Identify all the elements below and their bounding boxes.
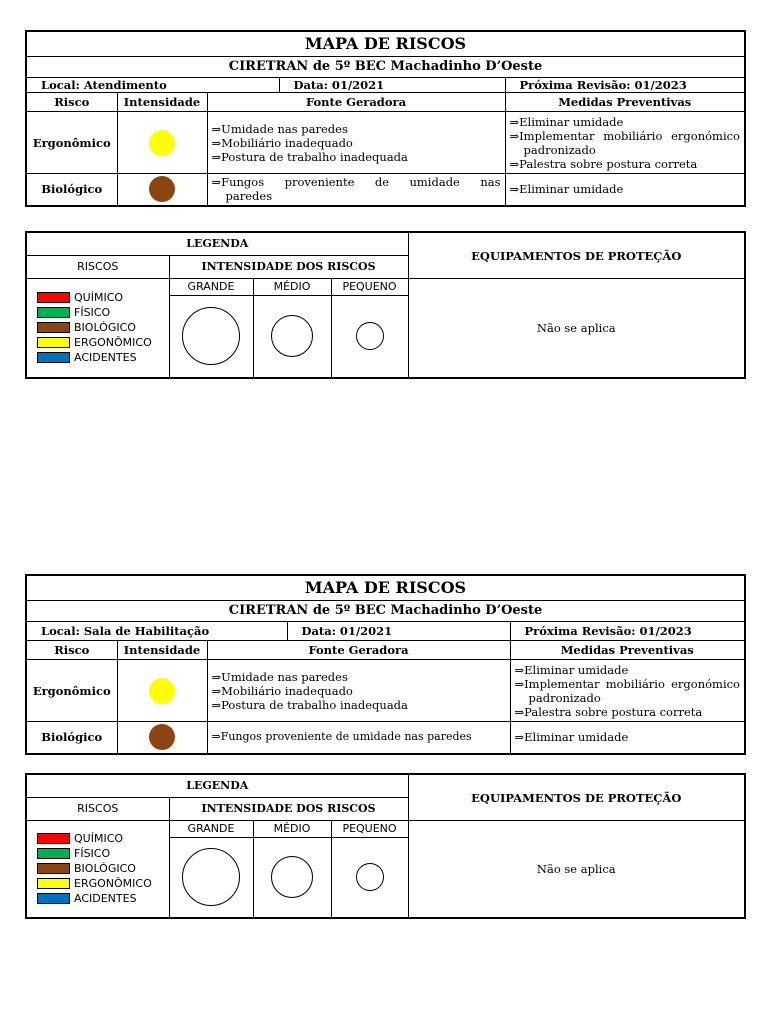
riscos-header: RISCOS bbox=[26, 798, 169, 821]
circle-medio-cell bbox=[253, 296, 331, 378]
size-medio: MÉDIO bbox=[253, 821, 331, 838]
map-title: MAPA DE RISCOS bbox=[26, 575, 745, 601]
size-pequeno: PEQUENO bbox=[331, 279, 408, 296]
brown-swatch bbox=[37, 322, 70, 333]
header-medidas: Medidas Preventivas bbox=[505, 93, 745, 112]
size-pequeno: PEQUENO bbox=[331, 821, 408, 838]
legend-1 bbox=[25, 231, 744, 379]
circle-medio-cell bbox=[253, 838, 331, 918]
header-intensidade: Intensidade bbox=[117, 641, 207, 660]
header-intensidade: Intensidade bbox=[117, 93, 207, 112]
intensity-cell bbox=[117, 722, 207, 754]
risk-name: Biológico bbox=[26, 174, 117, 206]
revision-label: Próxima Revisão: 01/2023 bbox=[510, 622, 745, 641]
size-grande: GRANDE bbox=[169, 821, 253, 838]
circle-medium bbox=[271, 856, 313, 898]
risk-name: Ergonômico bbox=[26, 112, 117, 174]
header-fonte: Fonte Geradora bbox=[207, 93, 505, 112]
risk-map-1 bbox=[25, 30, 744, 207]
fonte-item: paredes bbox=[225, 189, 273, 204]
medida-item: ⇒Palestra sobre postura correta bbox=[509, 156, 698, 171]
fonte-cell bbox=[207, 174, 505, 206]
circle-grande-cell bbox=[169, 838, 253, 918]
medida-item: ⇒Eliminar umidade bbox=[509, 114, 624, 129]
intensity-dot-brown bbox=[149, 724, 175, 750]
circle-grande-cell bbox=[169, 296, 253, 378]
circle-small bbox=[356, 863, 384, 891]
medidas-cell bbox=[510, 660, 745, 722]
header-risco: Risco bbox=[26, 93, 117, 112]
intensity-dot-yellow bbox=[149, 130, 175, 156]
fonte-cell bbox=[207, 112, 505, 174]
legend-2 bbox=[25, 773, 744, 919]
medidas-cell bbox=[505, 174, 745, 206]
risk-name: Biológico bbox=[26, 722, 117, 754]
circle-large bbox=[182, 307, 240, 365]
circle-small bbox=[356, 322, 384, 350]
map-subtitle: CIRETRAN de 5º BEC Machadinho D’Oeste bbox=[26, 57, 745, 78]
circle-large bbox=[182, 848, 240, 906]
fonte-item: ⇒Postura de trabalho inadequada bbox=[211, 697, 408, 712]
header-medidas: Medidas Preventivas bbox=[510, 641, 745, 660]
circle-medium bbox=[271, 315, 313, 357]
green-swatch bbox=[37, 307, 70, 318]
date-label: Data: 01/2021 bbox=[287, 622, 510, 641]
circle-pequeno-cell bbox=[331, 296, 408, 378]
nao-se-aplica: Não se aplica bbox=[408, 821, 745, 918]
legend-colors bbox=[26, 821, 169, 918]
medida-item: ⇒Implementar mobiliário ergonómico bbox=[509, 128, 740, 143]
medida-item: padronizado bbox=[523, 142, 596, 157]
yellow-swatch bbox=[37, 878, 70, 889]
medida-item: ⇒Palestra sobre postura correta bbox=[514, 704, 703, 719]
legend-label: FÍSICO bbox=[74, 305, 111, 319]
intensity-cell bbox=[117, 660, 207, 722]
medida-item: ⇒Implementar mobiliário ergonómico bbox=[514, 676, 740, 691]
legend-item-fisico bbox=[37, 846, 165, 861]
legend-label: ERGONÔMICO bbox=[74, 335, 152, 349]
fonte-item: ⇒Umidade nas paredes bbox=[211, 669, 348, 684]
intensity-cell bbox=[117, 112, 207, 174]
legend-item-quimico bbox=[37, 831, 165, 846]
legend-item-acidentes bbox=[37, 350, 165, 365]
medidas-cell bbox=[505, 112, 745, 174]
legend-label: QUÍMICO bbox=[74, 831, 124, 845]
legend-label: FÍSICO bbox=[74, 846, 111, 860]
medida-item: ⇒Eliminar umidade bbox=[514, 662, 629, 677]
blue-swatch bbox=[37, 893, 70, 904]
intensidade-header: INTENSIDADE DOS RISCOS bbox=[169, 256, 408, 279]
intensidade-header: INTENSIDADE DOS RISCOS bbox=[169, 798, 408, 821]
legend-title: LEGENDA bbox=[26, 232, 408, 256]
local-label: Local: Atendimento bbox=[26, 78, 279, 93]
circle-pequeno-cell bbox=[331, 838, 408, 918]
medida-item: ⇒Eliminar umidade bbox=[509, 182, 624, 197]
size-grande: GRANDE bbox=[169, 279, 253, 296]
risk-map-2 bbox=[25, 574, 744, 755]
nao-se-aplica: Não se aplica bbox=[408, 279, 745, 378]
map-title: MAPA DE RISCOS bbox=[26, 31, 745, 57]
header-risco: Risco bbox=[26, 641, 117, 660]
equipamentos-title: EQUIPAMENTOS DE PROTEÇÃO bbox=[408, 232, 745, 279]
legend-item-acidentes bbox=[37, 891, 165, 906]
legend-item-ergonomico bbox=[37, 876, 165, 891]
red-swatch bbox=[37, 833, 70, 844]
legend-title: LEGENDA bbox=[26, 774, 408, 798]
blue-swatch bbox=[37, 352, 70, 363]
local-label: Local: Sala de Habilitação bbox=[26, 622, 287, 641]
medidas-cell bbox=[510, 722, 745, 754]
header-fonte: Fonte Geradora bbox=[207, 641, 510, 660]
legend-colors bbox=[26, 279, 169, 378]
medida-item: padronizado bbox=[528, 690, 601, 705]
legend-label: BIOLÓGICO bbox=[74, 320, 136, 334]
intensity-cell bbox=[117, 174, 207, 206]
fonte-item: ⇒Umidade nas paredes bbox=[211, 121, 348, 136]
map-subtitle: CIRETRAN de 5º BEC Machadinho D’Oeste bbox=[26, 601, 745, 622]
fonte-cell bbox=[207, 660, 510, 722]
legend-label: ACIDENTES bbox=[74, 350, 137, 364]
legend-item-ergonomico bbox=[37, 335, 165, 350]
fonte-item: ⇒Mobiliário inadequado bbox=[211, 135, 353, 150]
size-medio: MÉDIO bbox=[253, 279, 331, 296]
legend-item-fisico bbox=[37, 305, 165, 320]
legend-label: ERGONÔMICO bbox=[74, 876, 152, 890]
legend-label: ACIDENTES bbox=[74, 891, 137, 905]
legend-item-quimico bbox=[37, 290, 165, 305]
risk-name: Ergonômico bbox=[26, 660, 117, 722]
brown-swatch bbox=[37, 863, 70, 874]
legend-label: QUÍMICO bbox=[74, 290, 124, 304]
fonte-item: ⇒Postura de trabalho inadequada bbox=[211, 149, 408, 164]
yellow-swatch bbox=[37, 337, 70, 348]
red-swatch bbox=[37, 292, 70, 303]
fonte-item: ⇒Mobiliário inadequado bbox=[211, 683, 353, 698]
fonte-item: ⇒Fungos proveniente de umidade nas paredes bbox=[211, 730, 472, 744]
legend-label: BIOLÓGICO bbox=[74, 861, 136, 875]
riscos-header: RISCOS bbox=[26, 256, 169, 279]
fonte-item: ⇒Fungos proveniente de umidade nas bbox=[211, 175, 501, 190]
intensity-dot-brown bbox=[149, 176, 175, 202]
green-swatch bbox=[37, 848, 70, 859]
legend-item-biologico bbox=[37, 861, 165, 876]
intensity-dot-yellow bbox=[149, 678, 175, 704]
fonte-cell bbox=[207, 722, 510, 754]
legend-item-biologico bbox=[37, 320, 165, 335]
revision-label: Próxima Revisão: 01/2023 bbox=[505, 78, 745, 93]
date-label: Data: 01/2021 bbox=[279, 78, 505, 93]
medida-item: ⇒Eliminar umidade bbox=[514, 730, 629, 745]
equipamentos-title: EQUIPAMENTOS DE PROTEÇÃO bbox=[408, 774, 745, 821]
